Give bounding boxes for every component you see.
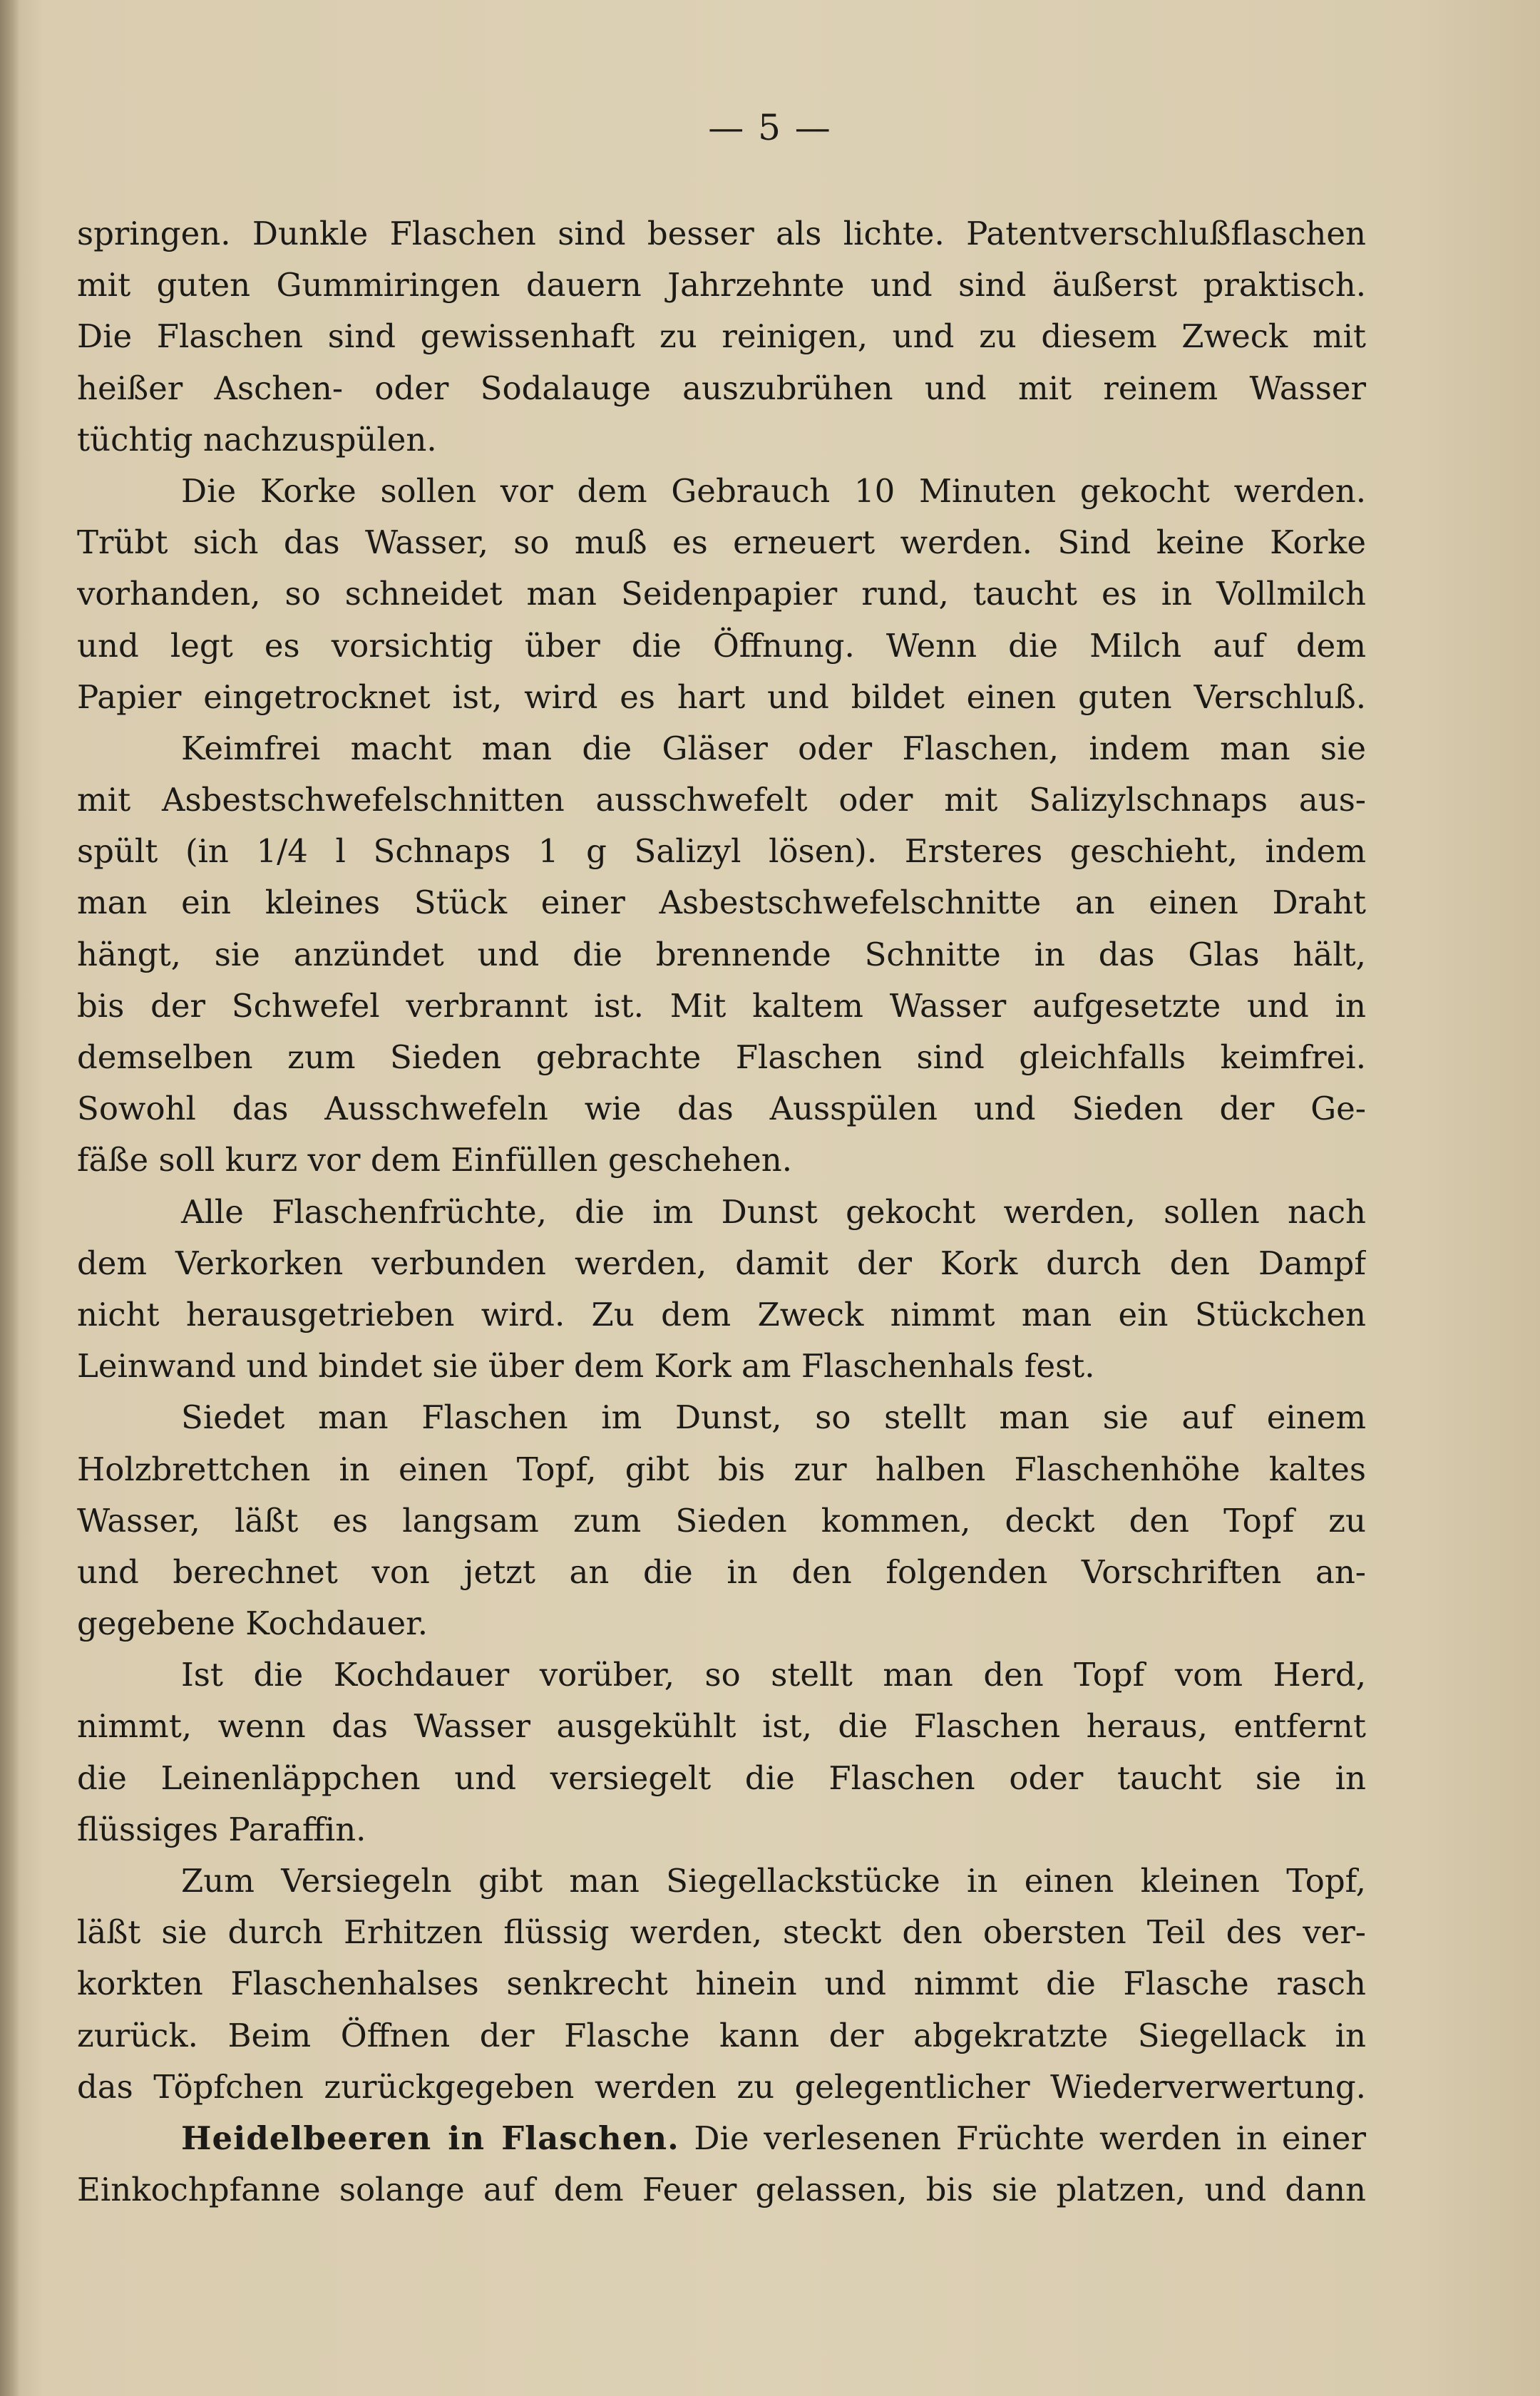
text-line: Leinwand und bindet sie über dem Kork am Flaschenhals fest. (77, 1347, 1095, 1386)
body-text (77, 208, 1366, 2216)
page-number: — 5 — (708, 107, 832, 148)
text-line: Zum Versiegeln gibt man Siegellackstücke in einen kleinen Topf, (181, 1862, 1366, 1900)
text-line: Holzbrettchen in einen Topf, gibt bis zur halben Flaschenhöhe kaltes (77, 1450, 1366, 1488)
text-line: Ist die Kochdauer vorüber, so stellt man den Topf vom Herd, (181, 1656, 1366, 1694)
text-line: läßt sie durch Erhitzen flüssig werden, steckt den obersten Teil des ver- (77, 1913, 1366, 1952)
text-line: Trübt sich das Wasser, so muß es erneuert werden. Sind keine Korke (77, 523, 1366, 562)
text-line: demselben zum Sieden gebrachte Flaschen sind gleichfalls keimfrei. (77, 1038, 1366, 1076)
text-line: Die Flaschen sind gewissenhaft zu reinigen, und zu diesem Zweck mit (77, 317, 1366, 356)
text-line: gegebene Kochdauer. (77, 1604, 428, 1643)
text-line: Keimfrei macht man die Gläser oder Flaschen, indem man sie (181, 729, 1366, 767)
text-line: Einkochpfanne solange auf dem Feuer gelassen, bis sie platzen, und dann (77, 2171, 1366, 2209)
text-line: Die Korke sollen vor dem Gebrauch 10 Minuten gekocht werden. (181, 471, 1366, 510)
text-line: mit guten Gummiringen dauern Jahrzehnte und sind äußerst praktisch. (77, 266, 1366, 304)
text-line: Alle Flaschenfrüchte, die im Dunst gekocht werden, sollen nach (181, 1192, 1366, 1231)
text-line: dem Verkorken verbunden werden, damit der Kork durch den Dampf (77, 1244, 1366, 1282)
text-line: Wasser, läßt es langsam zum Sieden kommen, deckt den Topf zu (77, 1501, 1366, 1540)
text-line: und legt es vorsichtig über die Öffnung. Wenn die Milch auf dem (77, 626, 1366, 665)
text-line: korkten Flaschenhalses senkrecht hinein und nimmt die Flasche rasch (77, 1965, 1366, 2003)
text-line: spült (in 1/4 l Schnaps 1 g Salizyl lösen). Ersteres geschieht, indem (77, 832, 1366, 871)
text-line: tüchtig nachzuspülen. (77, 420, 437, 459)
text-line: nimmt, wenn das Wasser ausgekühlt ist, die Flaschen heraus, entfernt (77, 1707, 1366, 1746)
text-line: vorhanden, so schneidet man Seidenpapier rund, taucht es in Vollmilch (77, 575, 1366, 613)
heading-line-text: Die verlesenen Früchte werden in einer (679, 2119, 1366, 2157)
text-line: Papier eingetrocknet ist, wird es hart und bildet einen guten Verschluß. (77, 677, 1366, 716)
text-line: springen. Dunkle Flaschen sind besser als lichte. Patentverschlußflaschen (77, 215, 1366, 252)
text-line: das Töpfchen zurückgegeben werden zu gelegentlicher Wiederverwertung. (77, 2067, 1366, 2106)
text-line: hängt, sie anzündet und die brennende Schnitte in das Glas hält, (77, 935, 1366, 973)
text-line: zurück. Beim Öffnen der Flasche kann der abgekratzte Siegellack in (77, 2016, 1366, 2054)
text-line: bis der Schwefel verbrannt ist. Mit kaltem Wasser aufgesetzte und in (77, 986, 1366, 1025)
text-line: die Leinenläppchen und versiegelt die Flaschen oder taucht sie in (77, 1758, 1366, 1797)
text-line: heißer Aschen- oder Sodalauge auszubrühen und mit reinem Wasser (77, 369, 1366, 407)
page-spine-shadow (0, 0, 20, 2396)
text-line: und berechnet von jetzt an die in den folgenden Vorschriften an- (77, 1552, 1366, 1591)
text-line: man ein kleines Stück einer Asbestschwefelschnitte an einen Draht (77, 884, 1366, 922)
heading-text-line (77, 2113, 1366, 2164)
text-line: Siedet man Flaschen im Dunst, so stellt man sie auf einem (181, 1398, 1366, 1437)
text-line: fäße soll kurz vor dem Einfüllen geschehen. (77, 1141, 793, 1179)
text-line: Sowohl das Ausschwefeln wie das Ausspülen und Sieden der Ge- (77, 1090, 1366, 1128)
text-line: flüssiges Paraffin. (77, 1810, 366, 1848)
recipe-heading: Heidelbeeren in Flaschen. (181, 2119, 679, 2157)
text-line: nicht herausgetrieben wird. Zu dem Zweck nimmt man ein Stückchen (77, 1295, 1366, 1333)
text-line: mit Asbestschwefelschnitten ausschwefelt oder mit Salizylschnaps aus- (77, 781, 1366, 819)
